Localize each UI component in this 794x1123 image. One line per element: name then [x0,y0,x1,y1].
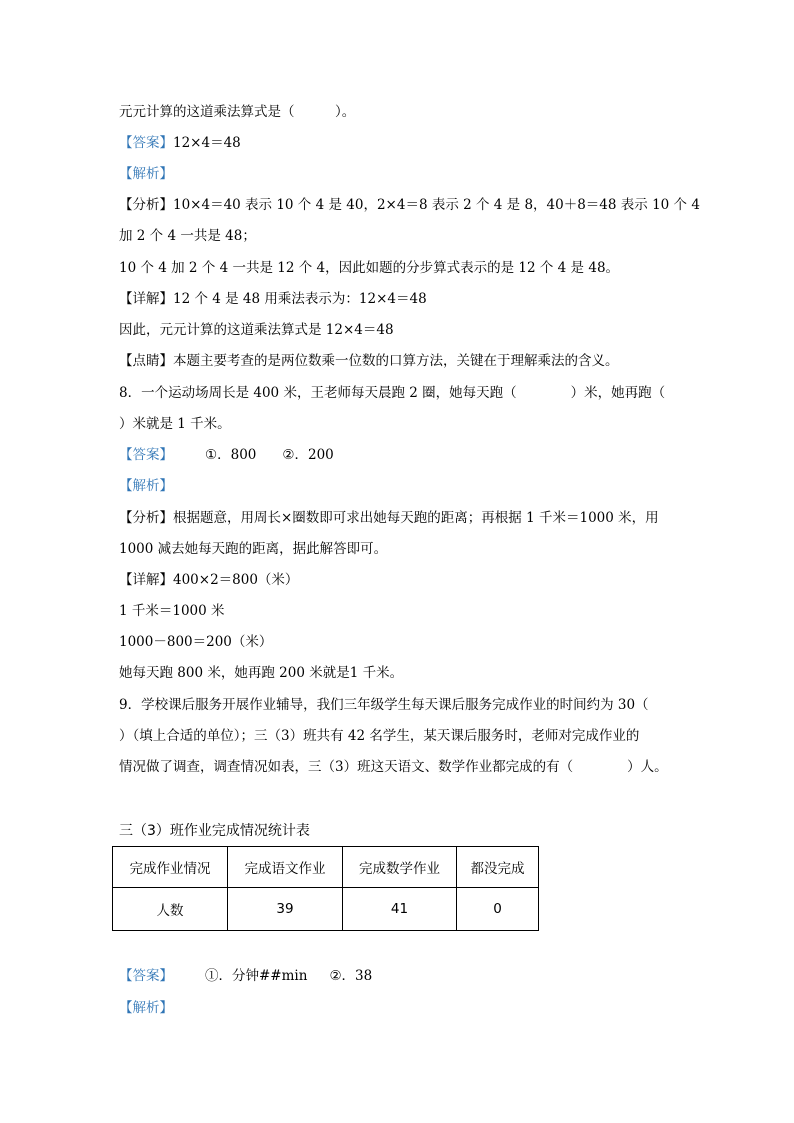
q8-question-line-1: 8．一个运动场周长是 400 米，王老师每天晨跑 2 圈，她每天跑（ ）米，她再跑（ [119,385,666,401]
xiangjie-tag: 【详解】 [119,572,173,588]
table-cell: 人数 [113,888,228,931]
homework-stats-table [112,846,539,931]
answer-tag: 【答案】 [119,447,173,463]
table-title: 三（3）班作业完成情况统计表 [119,823,310,839]
q8-xiangjie-line-4: 她每天跑 800 米，她再跑 200 米就是1 千米。 [119,665,404,681]
fenxi-tag: 【分析】 [119,197,173,213]
table-row [113,888,539,931]
q8-answer [119,446,334,464]
q7-dianjing [119,352,619,370]
dianjing-text: 本题主要考查的是两位数乘一位数的口算方法，关键在于理解乘法的含义。 [173,353,619,369]
table-header-cell: 都没完成 [457,847,539,888]
q7-xiangjie-line-2: 因此，元元计算的这道乘法算式是 12×4＝48 [119,322,394,338]
answer-text: 12×4＝48 [173,135,241,151]
fenxi-text: 根据题意，用周长×圈数即可求出她每天跑的距离；再根据 1 千米＝1000 米，用 [173,510,659,526]
table-header-row [113,847,539,888]
q8-fenxi-line-1 [119,509,659,527]
q7-fenxi-line-3: 10 个 4 加 2 个 4 一共是 12 个 4，因此如题的分步算式表示的是 12 个 4 是 48。 [119,260,620,276]
q8-xiangjie-line-3: 1000－800＝200（米） [119,634,273,650]
answer-2: ②．38 [329,968,373,984]
q9-question-line-2: ）（填上合适的单位）；三（3）班共有 42 名学生，某天课后服务时，老师对完成作业的 [119,728,640,744]
table-cell: 41 [343,888,457,931]
q9-answer [119,967,372,985]
fenxi-tag: 【分析】 [119,510,173,526]
xiangjie-text: 12 个 4 是 48 用乘法表示为：12×4＝48 [173,291,427,307]
xiangjie-tag: 【详解】 [119,291,173,307]
q7-xiangjie-line-1 [119,290,427,308]
dianjing-tag: 【点睛】 [119,353,173,369]
xiangjie-text: 400×2＝800（米） [173,572,299,588]
answer-tag: 【答案】 [119,135,173,151]
q8-xiangjie-line-2: 1 千米＝1000 米 [119,603,225,619]
q9-question-line-1: 9．学校课后服务开展作业辅导，我们三年级学生每天课后服务完成作业的时间约为 30（ [119,697,649,713]
table-header-cell: 完成语文作业 [228,847,343,888]
table-cell: 0 [457,888,539,931]
q7-question-tail: 元元计算的这道乘法算式是（ ）。 [119,104,356,120]
table-header-cell: 完成作业情况 [113,847,228,888]
answer-1: ①．分钟##min [205,968,308,984]
q9-analysis-tag: 【解析】 [119,1000,173,1016]
q7-fenxi-line-1 [119,196,700,214]
q8-analysis-tag: 【解析】 [119,478,173,494]
q8-xiangjie-line-1 [119,571,298,589]
answer-tag: 【答案】 [119,968,173,984]
answer-2: ②．200 [282,447,334,463]
q8-question-line-2: ）米就是 1 千米。 [119,416,231,432]
table-header-cell: 完成数学作业 [343,847,457,888]
fenxi-text: 10×4＝40 表示 10 个 4 是 40，2×4＝8 表示 2 个 4 是 8，40＋8＝48 表示 10 个 4 [173,197,700,213]
q8-fenxi-line-2: 1000 减去她每天跑的距离，据此解答即可。 [119,541,388,557]
q7-analysis-tag: 【解析】 [119,166,173,182]
answer-1: ①．800 [205,447,257,463]
q9-question-line-3: 情况做了调查，调查情况如表，三（3）班这天语文、数学作业都完成的有（ ）人。 [119,759,668,775]
q7-fenxi-line-2: 加 2 个 4 一共是 48； [119,228,256,244]
table-cell: 39 [228,888,343,931]
q7-answer [119,134,241,152]
